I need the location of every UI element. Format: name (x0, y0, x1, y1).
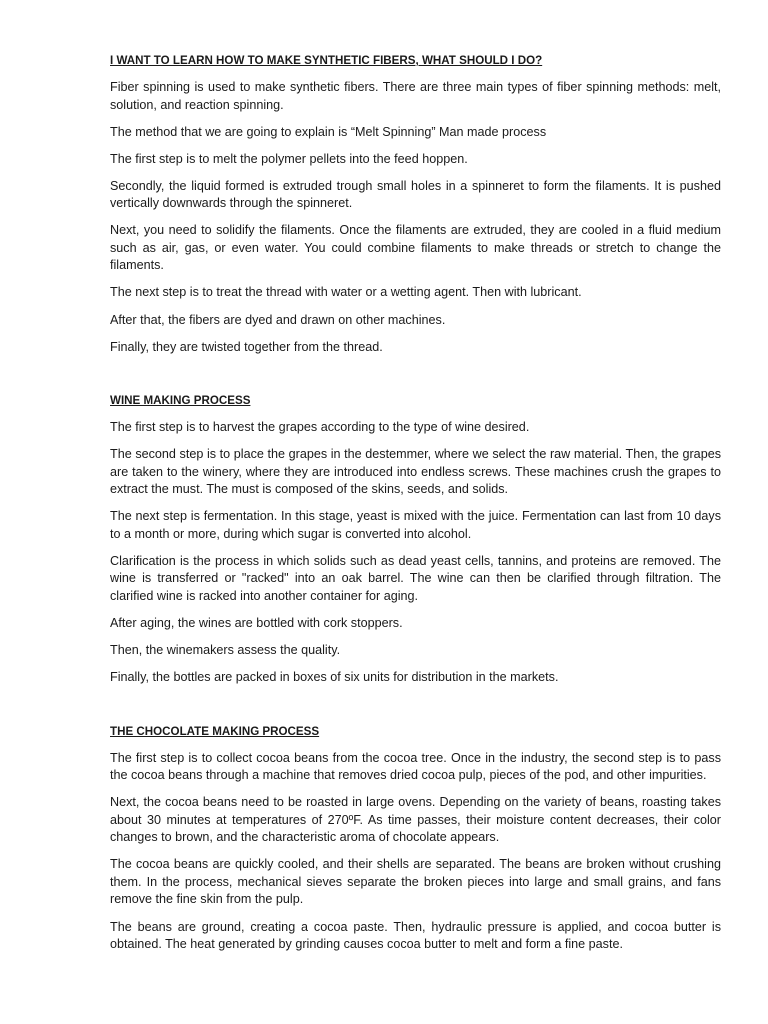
paragraph: Next, you need to solidify the filaments. Once the filaments are extruded, they are cooled in a fluid medium such as air, gas, or even water. You could combine filaments to make threads or stretch to change the filaments. (110, 223, 721, 273)
section-heading: WINE MAKING PROCESS (110, 394, 251, 408)
paragraph: The next step is to treat the thread with water or a wetting agent. Then with lubricant. (110, 285, 582, 300)
section-synthetic-fibers (110, 52, 721, 356)
section-wine-making (110, 392, 721, 687)
paragraph: The first step is to harvest the grapes according to the type of wine desired. (110, 420, 530, 435)
document-page (110, 52, 721, 963)
paragraph: After aging, the wines are bottled with cork stoppers. (110, 616, 403, 631)
paragraph: The cocoa beans are quickly cooled, and their shells are separated. The beans are broken without crushing them. In the process, mechanical sieves separate the broken pieces into large and small grains, and fans remove the fine skin from the pulp. (110, 857, 721, 907)
paragraph: Finally, they are twisted together from the thread. (110, 339, 383, 354)
paragraph: Secondly, the liquid formed is extruded trough small holes in a spinneret to form the filaments. It is pushed vertically downwards through the spinneret. (110, 178, 721, 211)
paragraph: Next, the cocoa beans need to be roasted in large ovens. Depending on the variety of beans, roasting takes about 30 minutes at temperatures of 270ºF. As time passes, their moisture content decreases, their color changes to brown, and the characteristic aroma of chocolate appears. (110, 795, 721, 845)
section-heading: THE CHOCOLATE MAKING PROCESS (110, 724, 320, 738)
paragraph: Clarification is the process in which solids such as dead yeast cells, tannins, and proteins are removed. The wine is transferred or "racked" into an oak barrel. The wine can then be clarified through filtration. The clarified wine is racked into another container for aging. (110, 553, 721, 603)
paragraph: The next step is fermentation. In this stage, yeast is mixed with the juice. Fermentation can last from 10 days to a month or more, during which sugar is converted into alcohol. (110, 509, 721, 541)
paragraph: Finally, the bottles are packed in boxes of six units for distribution in the markets. (110, 670, 559, 685)
paragraph: After that, the fibers are dyed and drawn on other machines. (110, 312, 446, 327)
paragraph: The first step is to collect cocoa beans from the cocoa tree. Once in the industry, the second step is to pass the cocoa beans through a machine that removes dried cocoa pulp, pieces of the pod, and other impurities. (110, 750, 721, 783)
paragraph: The beans are ground, creating a cocoa paste. Then, hydraulic pressure is applied, and cocoa butter is obtained. The heat generated by grinding causes cocoa butter to melt and form a fine paste. (110, 919, 721, 951)
paragraph: The second step is to place the grapes in the destemmer, where we select the raw material. Then, the grapes are taken to the winery, where they are introduced into endless screws. These machines crush the grapes to extract the must. The must is composed of the skins, seeds, and solids. (110, 447, 721, 497)
paragraph: Then, the winemakers assess the quality. (110, 643, 341, 658)
paragraph: Fiber spinning is used to make synthetic fibers. There are three main types of fiber spinning methods: melt, solution, and reaction spinning. (110, 80, 721, 112)
section-chocolate-making (110, 723, 721, 954)
paragraph: The first step is to melt the polymer pellets into the feed hoppen. (110, 151, 468, 166)
section-heading: I WANT TO LEARN HOW TO MAKE SYNTHETIC FIBERS, WHAT SHOULD I DO? (110, 54, 543, 67)
paragraph: The method that we are going to explain is “Melt Spinning” Man made process (110, 124, 547, 139)
